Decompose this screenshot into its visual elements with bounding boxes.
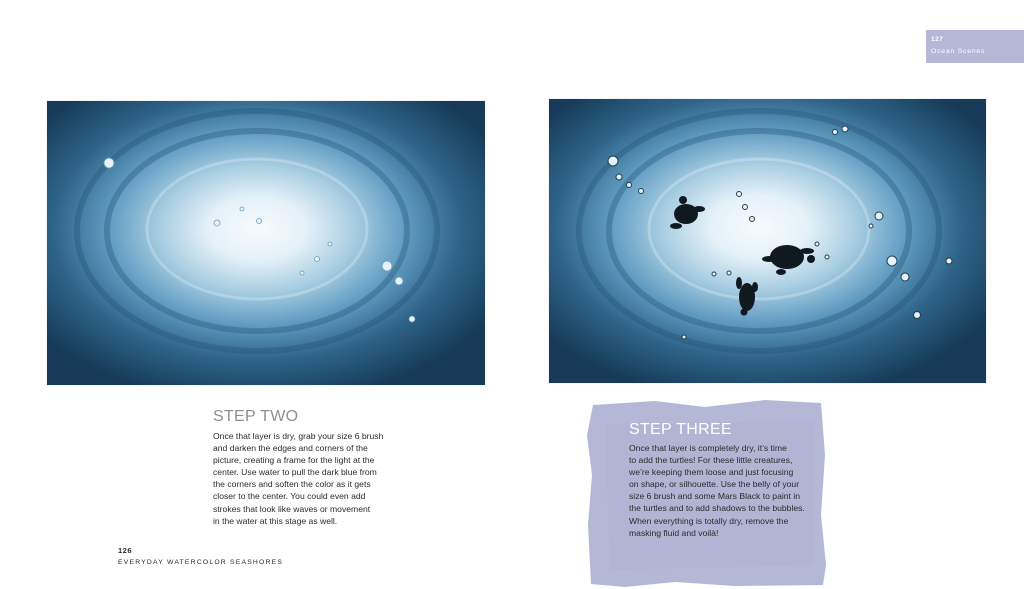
step-three-body: Once that layer is completely dry, it’s time to add the turtles! For these little creatures, we’re keeping them loose and just focusing on shape, or silhouette. Use the belly of your size 6 brush and some Mars Black to paint in the turtles and to add shadows to the bubbles. When everything is totally dry, remove the masking fluid and voilà! — [629, 443, 805, 538]
painting-step-two — [47, 101, 485, 385]
folio-number-left: 126 — [118, 546, 133, 555]
chapter-tab — [926, 30, 1024, 63]
folio-book-title: EVERYDAY WATERCOLOR SEASHORES — [118, 559, 284, 566]
chapter-tab-number: 127 — [931, 36, 944, 43]
chapter-tab-label: Ocean Scenes — [931, 48, 986, 55]
step-two-body: Once that layer is dry, grab your size 6 brush and darken the edges and corners of the picture, creating a frame for the light at the center. Use water to pull the dark blue from the corners and soften the color as it gets closer to the center. You could even add strokes that look like waves or movement in the water at this stage as well. — [213, 431, 384, 526]
step-three-title: STEP THREE — [629, 421, 732, 438]
painting-step-three — [549, 99, 986, 383]
step-two-title: STEP TWO — [213, 408, 299, 425]
